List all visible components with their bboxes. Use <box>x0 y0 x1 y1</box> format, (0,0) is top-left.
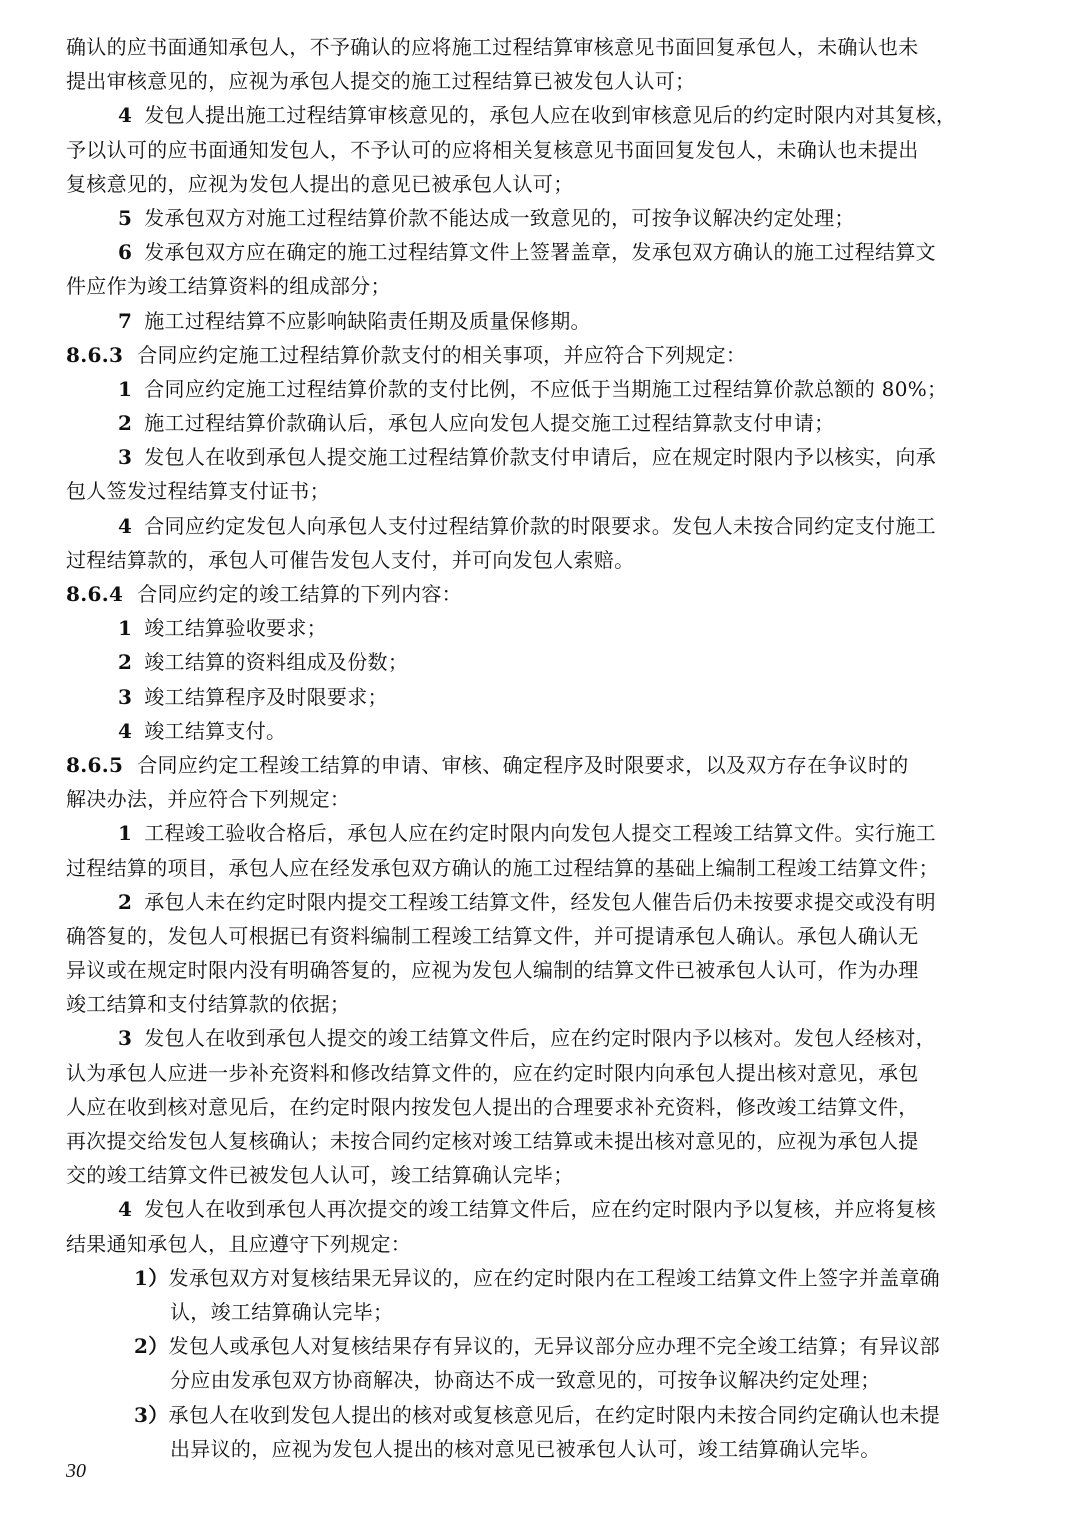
text-line <box>66 509 1016 543</box>
item-number: 4 <box>118 103 133 128</box>
text-line <box>66 1398 1016 1432</box>
item-number: 5 <box>118 205 133 230</box>
text-line <box>66 645 1016 679</box>
text-line <box>66 1158 1016 1192</box>
text-line <box>66 851 1016 885</box>
line-text: 发承包双方对施工过程结算价款不能达成一致意见的，可按争议解决约定处理； <box>144 205 855 230</box>
line-text: 包人签发过程结算支付证书； <box>66 479 330 504</box>
line-text: 发承包双方对复核结果无异议的，应在约定时限内在工程竣工结算文件上签字并盖章确 <box>168 1265 940 1290</box>
text-line <box>66 748 1016 782</box>
line-text: 发包人在收到承包人提交施工过程结算价款支付申请后，应在规定时限内予以核实，向承 <box>144 445 936 470</box>
item-number: 1 <box>118 821 133 846</box>
text-line <box>66 235 1016 269</box>
clause-number: 8.6.3 <box>66 342 124 367</box>
item-number: 2 <box>118 411 133 436</box>
line-text: 合同应约定工程竣工结算的申请、审核、确定程序及时限要求，以及双方存在争议时的 <box>137 752 909 777</box>
line-text: 发包人提出施工过程结算审核意见的，承包人应在收到审核意见后的约定时限内对其复核， <box>144 103 957 128</box>
text-line <box>66 133 1016 167</box>
text-line <box>66 611 1016 645</box>
line-text: 过程结算的项目，承包人应在经发承包双方确认的施工过程结算的基础上编制工程竣工结算文件； <box>66 855 939 880</box>
clause-number: 8.6.5 <box>66 752 124 777</box>
clause-number: 8.6.4 <box>66 582 124 606</box>
item-number: 2 <box>118 889 133 914</box>
text-line <box>66 269 1016 303</box>
text-line <box>66 953 1016 987</box>
text-line <box>66 714 1016 748</box>
text-line <box>66 885 1016 919</box>
line-text: 承包人在收到发包人提出的核对或复核意见后，在约定时限内未按合同约定确认也未提 <box>168 1402 940 1427</box>
text-line <box>66 1329 1016 1363</box>
line-text: 施工过程结算不应影响缺陷责任期及质量保修期。 <box>144 308 591 333</box>
text-line <box>66 1124 1016 1158</box>
sub-item-number: 2） <box>134 1334 169 1359</box>
item-number: 3 <box>118 445 133 470</box>
text-line <box>66 30 1016 64</box>
line-text: 确认的应书面通知承包人，不予确认的应将施工过程结算审核意见书面回复承包人，未确认也未 <box>66 35 919 59</box>
text-line <box>66 1295 1016 1329</box>
text-line <box>66 167 1016 201</box>
text-line <box>66 1227 1016 1261</box>
text-line <box>66 98 1016 132</box>
text-line <box>66 1056 1016 1090</box>
line-text: 人应在收到核对意见后，在约定时限内按发包人提出的合理要求补充资料，修改竣工结算文件， <box>66 1094 919 1119</box>
item-number: 2 <box>118 650 133 675</box>
text-line <box>66 64 1016 98</box>
text-line <box>66 474 1016 508</box>
line-text: 合同应约定施工过程结算价款的支付比例，不应低于当期施工过程结算价款总额的 80%； <box>144 376 948 401</box>
item-number: 4 <box>118 718 133 743</box>
line-text: 确答复的，发包人可根据已有资料编制工程竣工结算文件，并可提请承包人确认。承包人确认无 <box>66 923 919 948</box>
text-line <box>66 680 1016 714</box>
line-text: 过程结算款的，承包人可催告发包人支付，并可向发包人索赔。 <box>66 547 635 572</box>
item-number: 3 <box>118 684 133 709</box>
line-text: 竣工结算和支付结算款的依据； <box>66 992 351 1017</box>
line-text: 竣工结算的资料组成及份数； <box>144 650 409 675</box>
text-line <box>66 1363 1016 1397</box>
line-text: 发包人在收到承包人提交的竣工结算文件后，应在约定时限内予以核对。发包人经核对， <box>144 1026 936 1051</box>
text-line <box>66 919 1016 953</box>
line-text: 工程竣工验收合格后，承包人应在约定时限内向发包人提交工程竣工结算文件。实行施工 <box>144 821 936 846</box>
document-body <box>66 30 1016 1466</box>
line-text: 竣工结算验收要求； <box>144 616 327 641</box>
sub-item-number: 1） <box>134 1265 169 1290</box>
text-line <box>66 816 1016 850</box>
line-text: 提出审核意见的，应视为承包人提交的施工过程结算已被发包人认可； <box>66 69 696 94</box>
text-line <box>66 1090 1016 1124</box>
text-line <box>66 406 1016 440</box>
page-number: 30 <box>66 1460 86 1482</box>
text-line <box>66 1432 1016 1466</box>
line-text: 发包人在收到承包人再次提交的竣工结算文件后，应在约定时限内予以复核，并应将复核 <box>144 1197 936 1222</box>
text-line <box>66 1021 1016 1055</box>
line-text: 竣工结算支付。 <box>144 718 287 743</box>
line-text: 合同应约定施工过程结算价款支付的相关事项，并应符合下列规定： <box>137 342 747 367</box>
item-number: 1 <box>118 616 133 641</box>
text-line <box>66 338 1016 372</box>
line-text: 合同应约定发包人向承包人支付过程结算价款的时限要求。发包人未按合同约定支付施工 <box>144 513 936 538</box>
line-text: 竣工结算程序及时限要求； <box>144 684 388 709</box>
text-line <box>66 372 1016 406</box>
line-text: 交的竣工结算文件已被发包人认可，竣工结算确认完毕； <box>66 1163 574 1188</box>
item-number: 4 <box>118 513 133 538</box>
line-text: 认为承包人应进一步补充资料和修改结算文件的，应在约定时限内向承包人提出核对意见，承包 <box>66 1060 919 1085</box>
line-text: 件应作为竣工结算资料的组成部分； <box>66 274 391 299</box>
item-number: 6 <box>118 240 133 265</box>
item-number: 4 <box>118 1197 133 1222</box>
line-text: 承包人未在约定时限内提交工程竣工结算文件，经发包人催告后仍未按要求提交或没有明 <box>144 889 936 914</box>
line-text: 复核意见的，应视为发包人提出的意见已被承包人认可； <box>66 171 574 196</box>
item-number: 3 <box>118 1026 133 1051</box>
line-text: 再次提交给发包人复核确认；未按合同约定核对竣工结算或未提出核对意见的，应视为承包人提 <box>66 1129 919 1153</box>
text-line <box>66 987 1016 1021</box>
line-text: 合同应约定的竣工结算的下列内容： <box>137 582 462 606</box>
line-text: 异议或在规定时限内没有明确答复的，应视为发包人编制的结算文件已被承包人认可，作为办理 <box>66 958 919 983</box>
text-line <box>66 1192 1016 1226</box>
line-text: 分应由发承包双方协商解决，协商达不成一致意见的，可按争议解决约定处理； <box>170 1368 881 1393</box>
line-text: 发包人或承包人对复核结果存有异议的，无异议部分应办理不完全竣工结算；有异议部 <box>168 1334 940 1359</box>
line-text: 出异议的，应视为发包人提出的核对意见已被承包人认可，竣工结算确认完毕。 <box>170 1436 881 1461</box>
line-text: 发承包双方应在确定的施工过程结算文件上签署盖章，发承包双方确认的施工过程结算文 <box>144 240 936 265</box>
text-line <box>66 782 1016 816</box>
text-line <box>66 1261 1016 1295</box>
text-line <box>66 304 1016 338</box>
text-line <box>66 577 1016 611</box>
sub-item-number: 3） <box>134 1402 169 1427</box>
line-text: 认，竣工结算确认完毕； <box>170 1299 394 1324</box>
line-text: 结果通知承包人，且应遵守下列规定： <box>66 1231 412 1256</box>
line-text: 予以认可的应书面通知发包人，不予认可的应将相关复核意见书面回复发包人，未确认也未提出 <box>66 137 919 162</box>
line-text: 施工过程结算价款确认后，承包人应向发包人提交施工过程结算款支付申请； <box>144 411 835 436</box>
text-line <box>66 201 1016 235</box>
line-text: 解决办法，并应符合下列规定： <box>66 787 351 812</box>
text-line <box>66 543 1016 577</box>
item-number: 7 <box>118 308 133 333</box>
text-line <box>66 440 1016 474</box>
item-number: 1 <box>118 376 133 401</box>
